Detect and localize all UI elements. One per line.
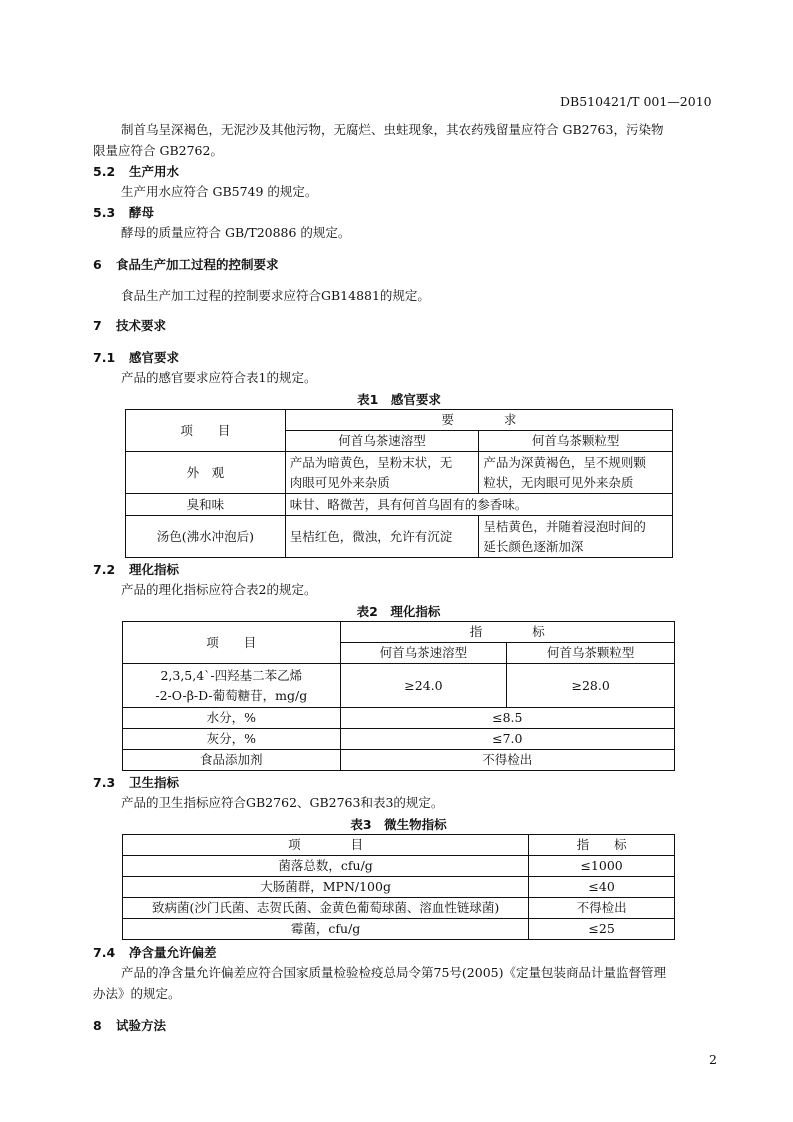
table1-cell: 呈桔红色，微浊，允许有沉淀: [285, 516, 479, 558]
section-7-4-title: 净含量允许偏差: [129, 945, 217, 960]
section-5-3-title: 酵母: [129, 205, 155, 220]
table3-row-value: ≤25: [529, 919, 675, 940]
section-7-1-title: 感官要求: [129, 350, 180, 365]
table1: [125, 409, 673, 558]
intro-line-2: 限量应符合 GB2762。: [93, 143, 223, 158]
table3-row-value: ≤1000: [529, 856, 675, 877]
table3-caption: 表3 微生物指标: [350, 817, 447, 832]
cell-line: 延长颜色逐渐加深: [483, 538, 584, 554]
table2-col-instant: 何首乌茶速溶型: [340, 643, 507, 664]
table3: [122, 834, 675, 940]
table2-cell: ≥24.0: [340, 664, 507, 708]
table1-col-instant: 何首乌茶速溶型: [285, 431, 479, 452]
section-5-2-title: 生产用水: [129, 164, 180, 179]
intro-line-1: 制首乌呈深褐色，无泥沙及其他污物，无腐烂、虫蛀现象，其农药残留量应符合 GB2763，污染物: [121, 122, 664, 137]
section-6-number: 6: [93, 257, 102, 272]
table1-cell: [479, 452, 673, 494]
table2-header-index: 指 标: [340, 622, 674, 643]
section-7-4-line-2: 办法》的规定。: [93, 986, 181, 1001]
section-7-2-number: 7.2: [93, 562, 116, 577]
table2-cell: ≤7.0: [340, 729, 674, 750]
table1-col-granule: 何首乌茶颗粒型: [479, 431, 673, 452]
table2-header-item: 项 目: [123, 622, 341, 664]
cell-line: 呈桔黄色，并随着浸泡时间的: [483, 518, 646, 534]
section-5-2-number: 5.2: [93, 164, 116, 179]
table1-row-appearance: 外 观: [126, 452, 286, 494]
table3-row-value: ≤40: [529, 877, 675, 898]
cell-line: 肉眼可见外来杂质: [289, 474, 390, 490]
table3-row-name: 霉菌，cfu/g: [123, 919, 529, 940]
table2-cell: 不得检出: [340, 750, 674, 771]
table2-row-moisture: 水分，%: [123, 708, 341, 729]
table1-cell: [479, 516, 673, 558]
table2-caption: 表2 理化指标: [356, 604, 441, 619]
section-5-3-number: 5.3: [93, 205, 116, 220]
section-7-3-number: 7.3: [93, 775, 116, 790]
section-7-2-title: 理化指标: [129, 562, 180, 577]
section-6-text: 食品生产加工过程的控制要求应符合GB14881的规定。: [121, 288, 430, 303]
cell-line: 产品为深黄褐色，呈不规则颗: [483, 454, 646, 470]
section-5-2-text: 生产用水应符合 GB5749 的规定。: [121, 184, 318, 199]
table2-row-stilbene: [123, 664, 341, 708]
cell-line: -2-O-β-D-葡萄糖苷，mg/g: [155, 687, 308, 703]
section-8-title: 试验方法: [116, 1018, 167, 1033]
table3-row-name: 大肠菌群，MPN/100g: [123, 877, 529, 898]
table3-header-index: 指 标: [529, 835, 675, 856]
cell-line: 产品为暗黄色，呈粉末状，无: [289, 454, 453, 470]
section-7-3-title: 卫生指标: [129, 775, 180, 790]
table1-cell: [285, 452, 479, 494]
table3-header-item: 项 目: [123, 835, 529, 856]
section-8-number: 8: [93, 1018, 102, 1033]
section-7-title: 技术要求: [116, 318, 167, 333]
table1-cell: 味甘、略微苦，具有何首乌固有的参香味。: [285, 494, 672, 516]
page-number: 2: [709, 1052, 717, 1067]
table3-row-name: 致病菌(沙门氏菌、志贺氏菌、金黄色葡萄球菌、溶血性链球菌): [123, 898, 529, 919]
table1-header-item: 项 目: [126, 410, 286, 452]
table3-row-value: 不得检出: [529, 898, 675, 919]
table2-row-ash: 灰分，%: [123, 729, 341, 750]
section-7-4-line-1: 产品的净含量允许偏差应符合国家质量检验检疫总局令第75号(2005)《定量包装商品计量监督管理: [121, 965, 666, 980]
table2-col-granule: 何首乌茶颗粒型: [507, 643, 675, 664]
section-7-1-text: 产品的感官要求应符合表1的规定。: [121, 370, 317, 385]
section-6-title: 食品生产加工过程的控制要求: [116, 257, 279, 272]
table2: [122, 621, 675, 771]
section-7-2-text: 产品的理化指标应符合表2的规定。: [121, 582, 317, 597]
section-7-1-number: 7.1: [93, 350, 116, 365]
table3-row-name: 菌落总数，cfu/g: [123, 856, 529, 877]
table1-row-color: 汤色(沸水冲泡后): [126, 516, 286, 558]
section-7-4-number: 7.4: [93, 945, 116, 960]
section-7-number: 7: [93, 318, 102, 333]
section-7-3-text: 产品的卫生指标应符合GB2762、GB2763和表3的规定。: [121, 795, 444, 810]
cell-line: 粒状，无肉眼可见外来杂质: [483, 474, 634, 490]
section-5-3-text: 酵母的质量应符合 GB/T20886 的规定。: [121, 225, 351, 240]
table2-row-additive: 食品添加剂: [123, 750, 341, 771]
doc-code: DB510421/T 001—2010: [560, 94, 712, 109]
table2-cell: ≥28.0: [507, 664, 675, 708]
cell-line: 2,3,5,4`-四羟基二苯乙烯: [160, 667, 303, 683]
table1-row-taste: 臭和味: [126, 494, 286, 516]
table1-caption: 表1 感官要求: [357, 392, 441, 407]
table1-header-requirement: 要 求: [285, 410, 672, 431]
table2-cell: ≤8.5: [340, 708, 674, 729]
